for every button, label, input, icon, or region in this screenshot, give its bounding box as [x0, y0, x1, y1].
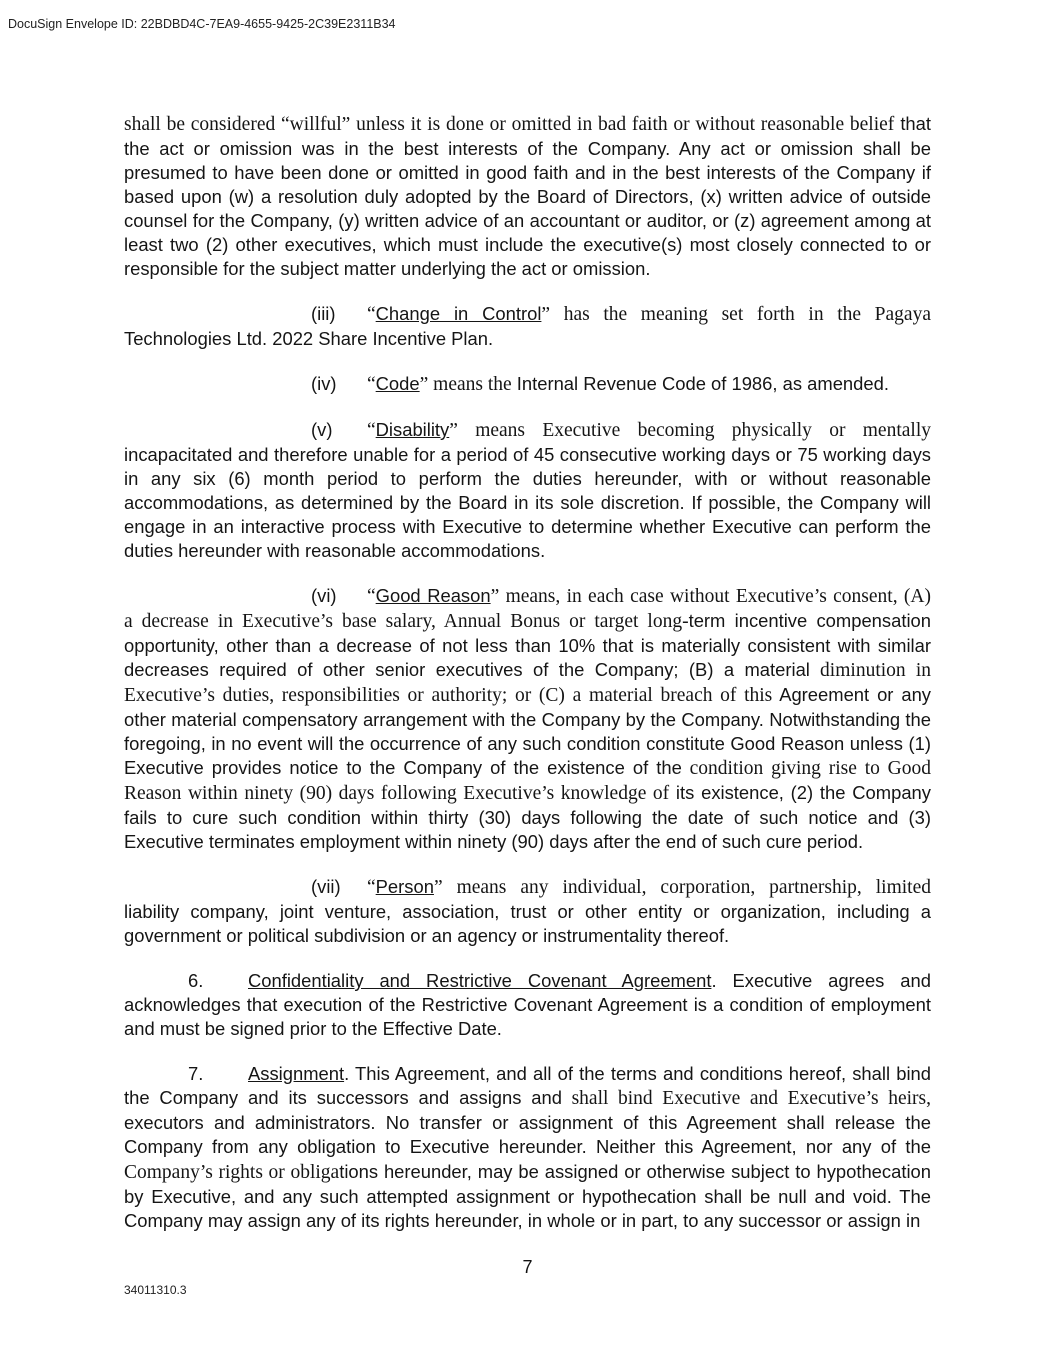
- page-number: 7: [522, 1257, 533, 1277]
- document-body: [124, 112, 931, 1254]
- document-id: 34011310.3: [124, 1283, 187, 1297]
- section-6-heading: Confidentiality and Restrictive Covenant Agreement: [248, 970, 712, 991]
- term-person: Person: [375, 876, 434, 897]
- section-7-assignment: 7. Assignment. This Agreement, and all of the terms and conditions hereof, shall bind the Company and its successors and assigns and shall bind Executive and Executive’s heirs, executors and administrators. No transfer or assignment of this Agreement shall release the Company from any obligation to Executive hereunder. Neither this Agreement, nor any of the Company’s rights or obligations hereunder, may be assigned or otherwise subject to hypothecation by Executive, and any such attempted assignment or hypothecation shall be null and void. The Company may assign any of its rights hereunder, in whole or in part, to any successor or assign in: [124, 1063, 931, 1231]
- definition-disability: (v) “Disability” means Executive becoming physically or mentally incapacitated and therefore unable for a period of 45 consecutive working days or 75 working days in any six (6) month period to perform the duties hereunder, with or without reasonable accommodations, as determined by the Board in its sole discretion. If possible, the Company will engage in an interactive process with Executive to determine whether Executive can perform the duties hereunder with reasonable accommodations.: [124, 419, 931, 561]
- definition-code: (iv) “Code” means the Internal Revenue Code of 1986, as amended.: [311, 373, 889, 395]
- section-6-confidentiality: 6. Confidentiality and Restrictive Covenant Agreement. Executive agrees and acknowledges that execution of the Restrictive Covenant Agreement is a condition of employment and must be signed prior to the Effective Date.: [124, 970, 931, 1039]
- term-code: Code: [375, 373, 420, 394]
- term-change-in-control: Change in Control: [375, 303, 542, 324]
- willful-continuation-paragraph: shall be considered “willful” unless it is done or omitted in bad faith or without reasonable belief that the act or omission was in the best interests of the Company. Any act or omission shall be presumed to have been done or omitted in good faith and in the best interests of the Company if based upon (w) a resolution duly adopted by the Board of Directors, (x) written advice of outside counsel for the Company, (y) written advice of an accountant or auditor, or (z) agreement among at least two (2) other executives, which must include the executive(s) most closely connected to or responsible for the subject matter underlying the act or omission.: [124, 113, 931, 279]
- section-7-heading: Assignment: [248, 1063, 345, 1084]
- term-disability: Disability: [375, 419, 450, 440]
- definition-good-reason: (vi) “Good Reason” means, in each case without Executive’s consent, (A) a decrease in Executive’s base salary, Annual Bonus or target long-term incentive compensation opportunity, other than a decrease of not less than 10% that is materially consistent with similar decreases required of other senior executives of the Company; (B) a material diminution in Executive’s duties, responsibilities or authority; or (C) a material breach of this Agreement or any other material compensatory arrangement with the Company by the Company. Notwithstanding the foregoing, in no event will the occurrence of any such condition constitute Good Reason unless (1) Executive provides notice to the Company of the existence of the condition giving rise to Good Reason within ninety (90) days following Executive’s knowledge of its existence, (2) the Company fails to cure such condition within thirty (30) days following the date of such notice and (3) Executive terminates employment within ninety (90) days after the end of such cure period.: [124, 585, 931, 852]
- definition-change-in-control: (iii) “Change in Control” has the meaning set forth in the Pagaya Technologies Ltd. 2022 Share Incentive Plan.: [124, 303, 931, 349]
- definition-person: (vii) “Person” means any individual, corporation, partnership, limited liability company, joint venture, association, trust or other entity or organization, including a government or political subdivision or an agency or instrumentality thereof.: [124, 876, 931, 946]
- docusign-envelope-id: DocuSign Envelope ID: 22BDBD4C-7EA9-4655-9425-2C39E2311B34: [8, 17, 396, 31]
- term-good-reason: Good Reason: [375, 585, 491, 606]
